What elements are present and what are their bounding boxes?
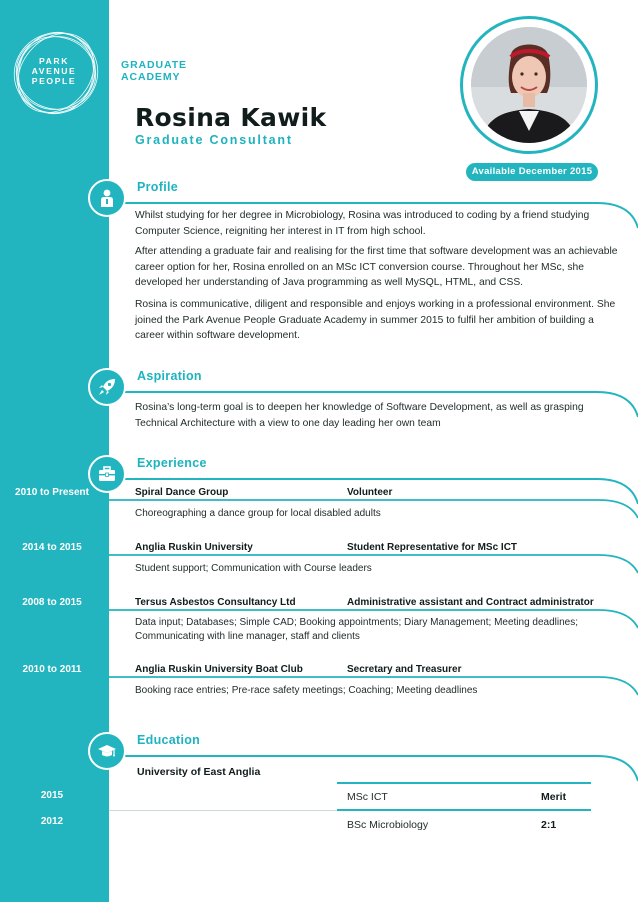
education-icon-badge bbox=[88, 732, 126, 770]
experience-item-divider bbox=[109, 588, 638, 612]
experience-item-divider bbox=[109, 533, 638, 557]
experience-organisation: Anglia Ruskin University bbox=[135, 542, 253, 553]
academy-label bbox=[121, 59, 187, 83]
experience-role: Student Representative for MSc ICT bbox=[347, 542, 518, 553]
education-year: 2012 bbox=[40, 816, 64, 827]
academy-line: GRADUATE bbox=[121, 59, 187, 71]
education-grade: 2:1 bbox=[541, 819, 557, 831]
education-grade: Merit bbox=[541, 791, 567, 803]
profile-heading: Profile bbox=[137, 180, 178, 194]
education-year: 2015 bbox=[40, 790, 64, 801]
academy-line: ACADEMY bbox=[121, 71, 181, 83]
candidate-title: Graduate Consultant bbox=[135, 133, 293, 147]
education-row-divider-thin bbox=[109, 810, 337, 811]
aspiration-text: Rosina’s long-term goal is to deepen her knowledge of Software Development, as well as grasping Technical Architecture with a view to one day leading her own team bbox=[135, 402, 584, 429]
aspiration-heading: Aspiration bbox=[137, 369, 202, 383]
experience-dates: 2014 to 2015 bbox=[22, 542, 82, 553]
candidate-photo bbox=[471, 27, 587, 143]
experience-description: Data input; Databases; Simple CAD; Booking appointments; Diary Management; Meeting deadlines; Communicating with line manager, staff and clients bbox=[135, 617, 579, 642]
experience-dates: 2010 to Present bbox=[15, 487, 89, 498]
education-row-divider bbox=[337, 809, 591, 811]
experience-description: Booking race entries; Pre-race safety meetings; Coaching; Meeting deadlines bbox=[135, 685, 478, 696]
sidebar-band bbox=[0, 0, 109, 902]
experience-organisation: Anglia Ruskin University Boat Club bbox=[135, 664, 303, 675]
rocket-icon bbox=[97, 377, 117, 397]
profile-divider bbox=[109, 180, 638, 210]
profile-paragraph: Whilst studying for her degree in Microbiology, Rosina was introduced to coding by a friend studying Computer Science, reigniting her interest in IT from high school. bbox=[135, 210, 590, 237]
experience-description: Choreographing a dance group for local disabled adults bbox=[135, 508, 381, 519]
graduation-cap-icon bbox=[97, 741, 117, 761]
experience-dates: 2010 to 2011 bbox=[22, 664, 82, 675]
experience-description: Student support; Communication with Course leaders bbox=[135, 563, 372, 574]
logo-line: AVENUE bbox=[31, 66, 77, 76]
experience-heading: Experience bbox=[137, 456, 207, 470]
experience-role: Secretary and Treasurer bbox=[347, 664, 462, 675]
experience-role: Administrative assistant and Contract administrator bbox=[347, 597, 594, 608]
availability-badge: Available December 2015 bbox=[466, 163, 598, 181]
education-course: BSc Microbiology bbox=[347, 819, 429, 831]
experience-organisation: Tersus Asbestos Consultancy Ltd bbox=[135, 597, 296, 608]
person-icon bbox=[97, 188, 117, 208]
profile-paragraph: After attending a graduate fair and realising for the first time that software development was an achievable career option for her, Rosina enrolled on an MSc ICT conversion course. Throughout her MSc, she developed her understanding of Java programming as well MySQL, HTML, and CSS. bbox=[135, 246, 618, 288]
logo-line: PEOPLE bbox=[31, 76, 77, 86]
profile-icon-badge bbox=[88, 179, 126, 217]
experience-item-divider bbox=[109, 478, 638, 502]
experience-dates: 2008 to 2015 bbox=[22, 597, 82, 608]
experience-role: Volunteer bbox=[347, 487, 393, 498]
logo-line: PARK bbox=[38, 56, 70, 66]
experience-item-divider bbox=[109, 655, 638, 679]
education-course: MSc ICT bbox=[347, 791, 388, 803]
logo-text bbox=[14, 56, 94, 86]
profile-paragraph: Rosina is communicative, diligent and responsible and enjoys working in a professional environment. She joined the Park Avenue People Graduate Academy in summer 2015 to fulfil her ambition of building a career within software development. bbox=[135, 299, 616, 341]
candidate-name: Rosina Kawik bbox=[135, 103, 327, 132]
aspiration-icon-badge bbox=[88, 368, 126, 406]
education-row-divider bbox=[337, 782, 591, 784]
education-institution: University of East Anglia bbox=[137, 766, 261, 778]
experience-organisation: Spiral Dance Group bbox=[135, 487, 229, 498]
education-heading: Education bbox=[137, 733, 201, 747]
